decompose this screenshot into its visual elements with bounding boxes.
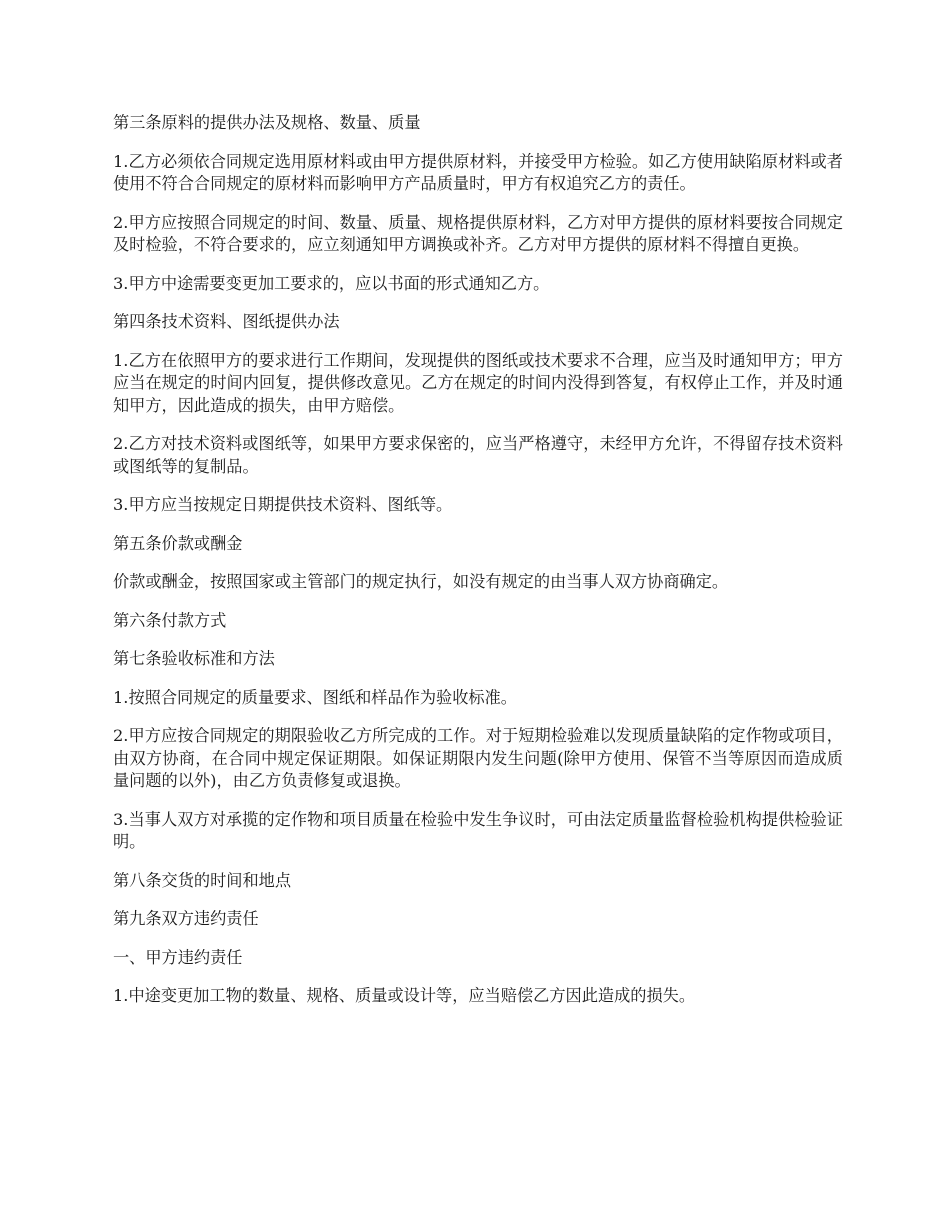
article-8-heading: 第八条交货的时间和地点 (113, 870, 292, 890)
article-7-clause-2: 2.甲方应按合同规定的期限验收乙方所完成的工作。对于短期检验难以发现质量缺陷的定作物或项目，由双方协商，在合同中规定保证期限。如保证期限内发生问题(除甲方使用、保管不当等原因而造成质量问题的以外)，由乙方负责修复或退换。 (113, 726, 843, 790)
article-5-heading: 第五条价款或酬金 (113, 533, 243, 553)
article-3-heading: 第三条原料的提供办法及规格、数量、质量 (113, 113, 421, 132)
party-a-liability-clause-1: 1.中途变更加工物的数量、规格、质量或设计等，应当赔偿乙方因此造成的损失。 (113, 986, 696, 1005)
article-3-clause-1: 1.乙方必须依合同规定选用原材料或由甲方提供原材料，并接受甲方检验。如乙方使用缺陷原材料或者使用不符合合同规定的原材料而影响甲方产品质量时，甲方有权追究乙方的责任。 (113, 151, 843, 193)
article-3-clause-3: 3.甲方中途需要变更加工要求的，应以书面的形式通知乙方。 (113, 273, 550, 293)
article-7-clause-1: 1.按照合同规定的质量要求、图纸和样品作为验收标准。 (113, 687, 517, 707)
party-a-liability-heading: 一、甲方违约责任 (113, 947, 243, 967)
article-4-heading: 第四条技术资料、图纸提供办法 (113, 312, 340, 331)
article-7-clause-3: 3.当事人双方对承揽的定作物和项目质量在检验中发生争议时，可由法定质量监督检验机构提供检验证明。 (113, 809, 843, 851)
article-7-heading: 第七条验收标准和方法 (113, 649, 275, 668)
article-9-heading: 第九条双方违约责任 (113, 909, 259, 928)
article-4-clause-3: 3.甲方应当按规定日期提供技术资料、图纸等。 (113, 495, 453, 514)
article-4-clause-2: 2.乙方对技术资料或图纸等，如果甲方要求保密的，应当严格遵守，未经甲方允许，不得留存技术资料或图纸等的复制品。 (113, 434, 843, 476)
article-6-heading: 第六条付款方式 (113, 610, 227, 630)
article-5-text: 价款或酬金，按照国家或主管部门的规定执行，如没有规定的由当事人双方协商确定。 (113, 572, 729, 591)
article-4-clause-1: 1.乙方在依照甲方的要求进行工作期间，发现提供的图纸或技术要求不合理，应当及时通知甲方；甲方应当在规定的时间内回复，提供修改意见。乙方在规定的时间内没得到答复，有权停止工作，并及时通知甲方，因此造成的损失，由甲方赔偿。 (113, 350, 843, 415)
document-body (113, 112, 843, 1024)
article-3-clause-2: 2.甲方应按照合同规定的时间、数量、质量、规格提供原材料，乙方对甲方提供的原材料要按合同规定及时检验，不符合要求的，应立刻通知甲方调换或补齐。乙方对甲方提供的原材料不得擅自更换。 (113, 212, 843, 254)
